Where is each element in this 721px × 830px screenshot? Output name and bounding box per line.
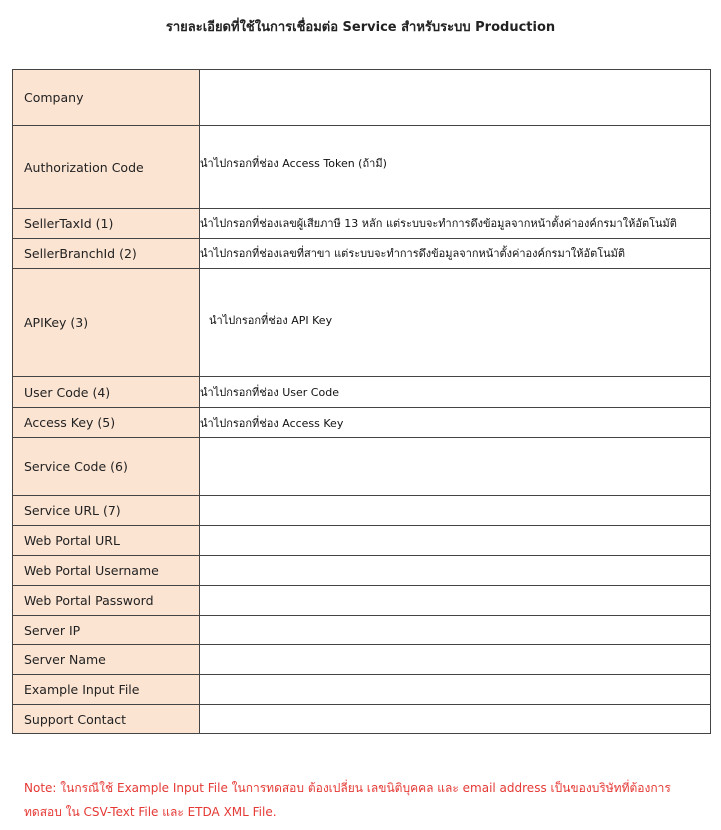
table-row [13, 616, 711, 645]
table-row [13, 126, 711, 209]
row-label-company: Company [13, 70, 200, 126]
row-label-example-input-file: Example Input File [13, 675, 200, 705]
row-value-web-portal-password [200, 586, 711, 616]
table-row [13, 269, 711, 377]
row-label-api-key: APIKey (3) [13, 269, 200, 377]
row-label-seller-branch-id: SellerBranchId (2) [13, 239, 200, 269]
row-label-server-ip: Server IP [13, 616, 200, 645]
row-value-service-url [200, 496, 711, 526]
row-label-web-portal-url: Web Portal URL [13, 526, 200, 556]
row-value-web-portal-url [200, 526, 711, 556]
row-label-service-url: Service URL (7) [13, 496, 200, 526]
row-label-server-name: Server Name [13, 645, 200, 675]
row-value-service-code [200, 438, 711, 496]
row-value-authorization-code: นำไปกรอกที่ช่อง Access Token (ถ้ามี) [200, 126, 711, 209]
row-value-server-ip [200, 616, 711, 645]
row-label-support-contact: Support Contact [13, 705, 200, 734]
note-text: Note: ในกรณีใช้ Example Input File ในการทดสอบ ต้องเปลี่ยน เลขนิติบุคคล และ email address เป็นของบริษัทที่ต้องการทดสอบ ใน CSV-Text File และ ETDA XML File. [24, 781, 671, 819]
row-value-company [200, 70, 711, 126]
row-value-web-portal-username [200, 556, 711, 586]
row-label-web-portal-password: Web Portal Password [13, 586, 200, 616]
row-label-seller-tax-id: SellerTaxId (1) [13, 209, 200, 239]
row-value-seller-branch-id: นำไปกรอกที่ช่องเลขที่สาขา แต่ระบบจะทำการดึงข้อมูลจากหน้าตั้งค่าองค์กรมาให้อัตโนมัติ [200, 239, 711, 269]
row-value-seller-tax-id: นำไปกรอกที่ช่องเลขผู้เสียภาษี 13 หลัก แต่ระบบจะทำการดึงข้อมูลจากหน้าตั้งค่าองค์กรมาให้อัตโนมัติ [200, 209, 711, 239]
table-row [13, 526, 711, 556]
row-label-authorization-code: Authorization Code [13, 126, 200, 209]
row-value-user-code: นำไปกรอกที่ช่อง User Code [200, 377, 711, 408]
table-row [13, 70, 711, 126]
table-row [13, 556, 711, 586]
row-label-web-portal-username: Web Portal Username [13, 556, 200, 586]
table-row [13, 377, 711, 408]
row-label-access-key: Access Key (5) [13, 408, 200, 438]
table-row [13, 209, 711, 239]
table-row [13, 438, 711, 496]
table-row [13, 239, 711, 269]
table-row [13, 675, 711, 705]
row-value-api-key: นำไปกรอกที่ช่อง API Key [200, 269, 711, 377]
table-row [13, 645, 711, 675]
row-value-server-name [200, 645, 711, 675]
row-value-access-key: นำไปกรอกที่ช่อง Access Key [200, 408, 711, 438]
table-row [13, 586, 711, 616]
table-row [13, 705, 711, 734]
table-row [13, 496, 711, 526]
row-label-service-code: Service Code (6) [13, 438, 200, 496]
page-title: รายละเอียดที่ใช้ในการเชื่อมต่อ Service สำหรับระบบ Production [165, 20, 556, 35]
row-label-user-code: User Code (4) [13, 377, 200, 408]
table-row [13, 408, 711, 438]
row-value-example-input-file [200, 675, 711, 705]
row-value-support-contact [200, 705, 711, 734]
connection-details-table [12, 69, 711, 734]
